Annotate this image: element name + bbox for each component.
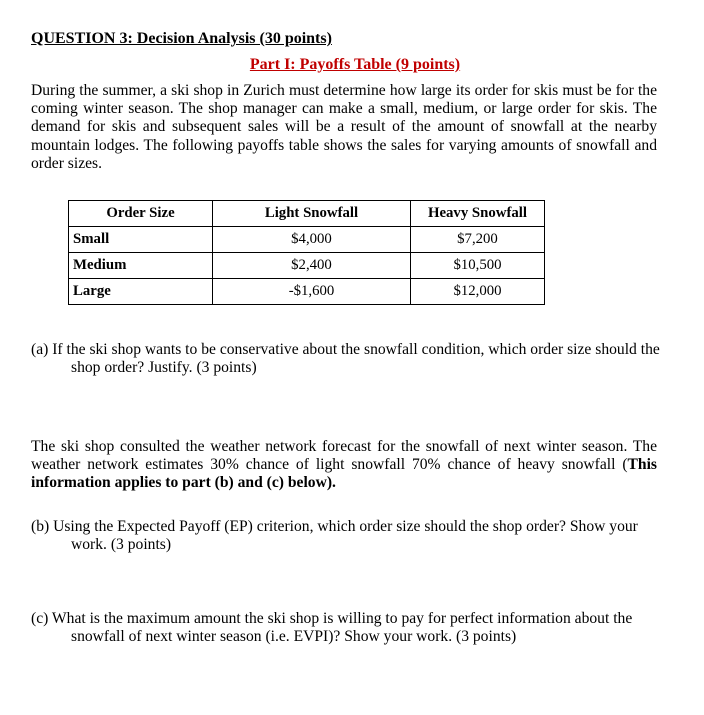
part-title: Part I: Payoffs Table (9 points) [249, 56, 461, 73]
question-c: (c) What is the maximum amount the ski shop is willing to pay for perfect information about the snowfall of next winter season (i.e. EVPI)? Show your work. (3 points) [31, 610, 633, 646]
cell-large-heavy: $12,000 [411, 279, 545, 305]
header-order-size: Order Size [69, 201, 213, 227]
question-b: (b) Using the Expected Payoff (EP) criterion, which order size should the shop order? Show your work. (3 points) [31, 518, 638, 554]
forecast-bold-note: This information applies to part (b) and (c) below). [31, 456, 657, 492]
forecast-text: The ski shop consulted the weather network forecast for the snowfall of next winter season. The weather network estimates 30% chance of light snowfall 70% chance of heavy snowfall ( [31, 438, 657, 474]
cell-small-light: $4,000 [213, 227, 411, 253]
cell-medium-heavy: $10,500 [411, 253, 545, 279]
question-title: QUESTION 3: Decision Analysis (30 points) [31, 30, 332, 47]
payoff-table [68, 200, 545, 305]
forecast-paragraph [31, 438, 657, 493]
table-row [69, 279, 545, 305]
row-label-large: Large [69, 279, 213, 305]
cell-small-heavy: $7,200 [411, 227, 545, 253]
intro-paragraph: During the summer, a ski shop in Zurich must determine how large its order for skis must be for the coming winter season. The shop manager can make a small, medium, or large order for skis. The demand for skis and subsequent sales will be a result of the amount of snowfall at the nearby mountain lodges. The following payoffs table shows the sales for varying amounts of snowfall and order sizes. [31, 82, 657, 172]
question-a: (a) If the ski shop wants to be conservative about the snowfall condition, which order size should the shop order? Justify. (3 points) [31, 341, 660, 377]
cell-large-light: -$1,600 [213, 279, 411, 305]
row-label-small: Small [69, 227, 213, 253]
table-header-row [69, 201, 545, 227]
header-light-snowfall: Light Snowfall [213, 201, 411, 227]
header-heavy-snowfall: Heavy Snowfall [411, 201, 545, 227]
table-row [69, 227, 545, 253]
cell-medium-light: $2,400 [213, 253, 411, 279]
table-row [69, 253, 545, 279]
row-label-medium: Medium [69, 253, 213, 279]
